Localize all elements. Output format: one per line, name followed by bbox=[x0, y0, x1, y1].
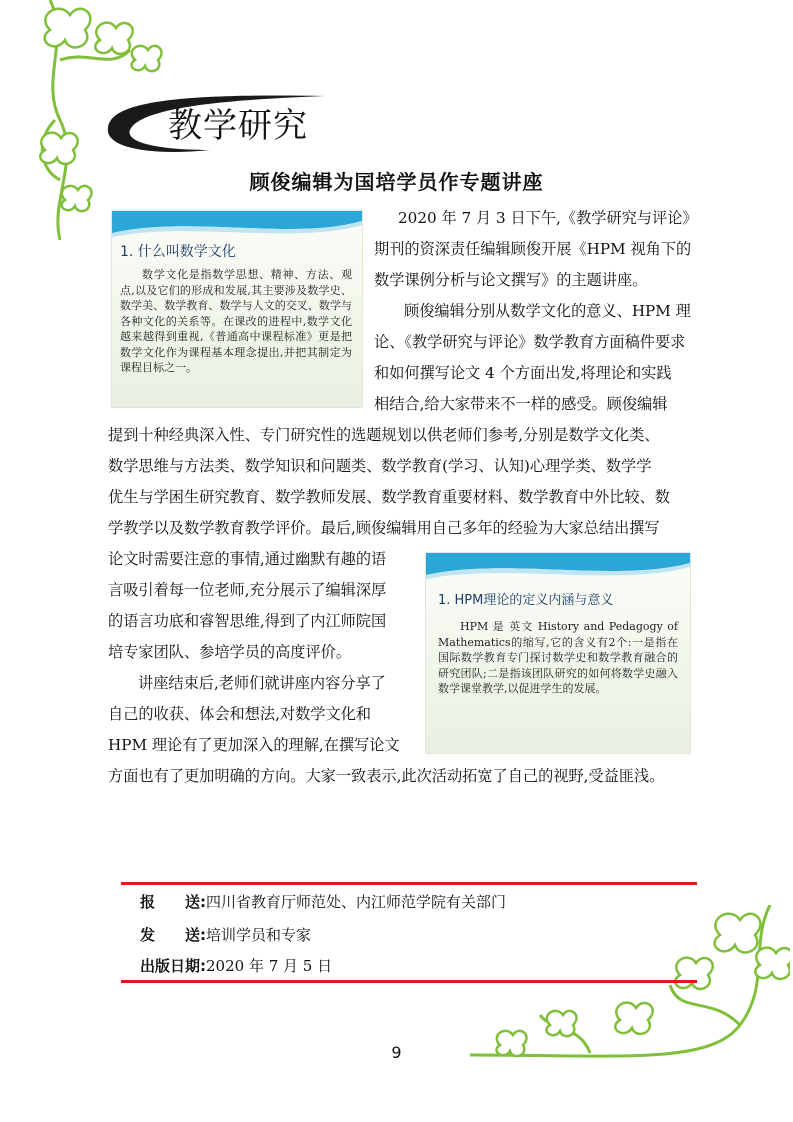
paragraph-1 bbox=[374, 203, 696, 296]
text-line: HPM 理论有了更加深入的理解,在撰写论文 bbox=[108, 736, 400, 754]
text-line: 提到十种经典深入性、专门研究性的选题规划以供老师们参考,分别是数学文化类、 bbox=[108, 426, 660, 444]
paragraph-2-left bbox=[108, 544, 423, 668]
footer-send-value: 培训学员和专家 bbox=[206, 926, 312, 944]
text-line: 论文时需要注意的事情,通过幽默有趣的语 bbox=[108, 550, 387, 568]
text-line: 论、《教学研究与评论》数学教育方面稿件要求 bbox=[374, 333, 686, 351]
slide-body-text: 数学文化是指数学思想、精神、方法、观点,以及它们的形成和发展,其主要涉及数学史、数学美、数学教育、数学与人文的交叉、数学与各种文化的关系等。在课改的进程中,数学文化越来越得到重视,《普通高中课程标准》更是把数学文化作为课程基本理念提出,并把其制定为课程目标之一。 bbox=[120, 268, 352, 374]
text-line: 期刊的资深责任编辑顾俊开展《HPM 视角下的 bbox=[374, 240, 692, 258]
paragraph-3-left bbox=[108, 668, 423, 761]
slide-image-hpm-theory bbox=[425, 552, 691, 754]
text-line: 顾俊编辑分别从数学文化的意义、HPM 理 bbox=[404, 302, 691, 320]
slide-image-math-culture bbox=[111, 210, 363, 408]
slide-body-text: HPM 是 英文 History and Pedagogy of Mathematics的缩写,它的含义有2个:一是指在国际数学教育专门探讨数学史和数学教育融合的研究团队;二是指该团队研究的如何将数学史融入数学课堂教学,以促进学生的发展。 bbox=[438, 620, 678, 695]
text-line: 相结合,给大家带来不一样的感受。顾俊编辑 bbox=[374, 395, 668, 413]
text-line: 的语言功底和睿智思维,得到了内江师院国 bbox=[108, 612, 387, 630]
footer-report-label: 报 送: bbox=[140, 893, 206, 911]
article-title: 顾俊编辑为国培学员作专题讲座 bbox=[249, 170, 544, 194]
paragraph-2-wide bbox=[108, 420, 698, 544]
footer-date-label: 出版日期: bbox=[140, 957, 206, 975]
text-line: 数学思维与方法类、数学知识和问题类、数学教育(学习、认知)心理学类、数学学 bbox=[108, 457, 652, 475]
text-line: 数学课例分析与论文撰写》的主题讲座。 bbox=[374, 271, 648, 289]
footer-send-label: 发 送: bbox=[140, 926, 206, 944]
slide-heading: 1. 什么叫数学文化 bbox=[120, 244, 236, 260]
footer-report-row bbox=[140, 891, 506, 912]
page-number: 9 bbox=[391, 1043, 402, 1062]
text-line: 培专家团队、参培学员的高度评价。 bbox=[108, 643, 351, 661]
footer-date-row bbox=[140, 955, 332, 976]
footer-rule-bottom bbox=[121, 980, 697, 983]
section-title: 教学研究 bbox=[168, 106, 308, 146]
text-line: 讲座结束后,老师们就讲座内容分享了 bbox=[138, 674, 386, 692]
footer-report-value: 四川省教育厅师范处、内江师范学院有关部门 bbox=[206, 893, 507, 911]
slide-wave-graphic bbox=[426, 553, 690, 589]
text-line: 2020 年 7 月 3 日下午,《教学研究与评论》 bbox=[398, 209, 698, 227]
footer-send-row bbox=[140, 924, 311, 945]
footer-rule-top bbox=[121, 882, 697, 885]
text-line: 和如何撰写论文 4 个方面出发,将理论和实践 bbox=[374, 364, 672, 382]
text-line: 学教学以及数学教育教学评价。最后,顾俊编辑用自己多年的经验为大家总结出撰写 bbox=[108, 519, 660, 537]
paragraph-3-last-line: 方面也有了更加明确的方向。大家一致表示,此次活动拓宽了自己的视野,受益匪浅。 bbox=[108, 767, 665, 785]
text-line: 言吸引着每一位老师,充分展示了编辑深厚 bbox=[108, 581, 387, 599]
footer-date-value: 2020 年 7 月 5 日 bbox=[206, 957, 333, 975]
text-line: 自己的收获、体会和想法,对数学文化和 bbox=[108, 705, 372, 723]
paragraph-2-narrow bbox=[374, 296, 696, 420]
text-line: 优生与学困生研究教育、数学教师发展、数学教育重要材料、数学教育中外比较、数 bbox=[108, 488, 670, 506]
slide-heading: 1. HPM理论的定义内涵与意义 bbox=[438, 593, 614, 608]
